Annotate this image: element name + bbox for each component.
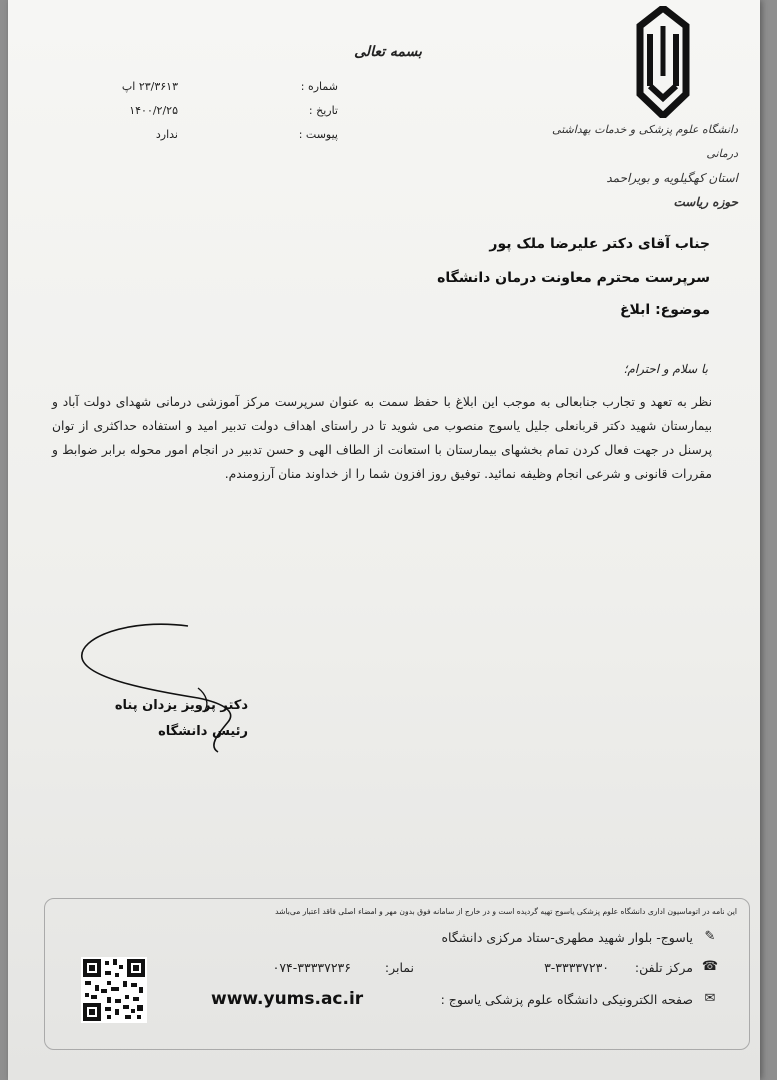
number-value: ۲۳/۳۶۱۳ اپ [121,80,178,93]
footer-note: این نامه در اتوماسیون اداری دانشگاه علوم پزشکی یاسوج تهیه گردیده است و در خارج از سامانه فوق بدون مهر و امضاء اصلی فاقد اعتبار می‌باشد [275,907,737,916]
recipient-title: سرپرست محترم معاونت درمان دانشگاه [437,270,710,286]
attachment-label: پیوست : [298,128,338,141]
signer-name: دکتر پرویز یزدان پناه [114,698,248,713]
envelope-icon: ✉ [704,991,716,1006]
phone-label: مرکز تلفن: [634,960,693,975]
phone-icon: ☎ [701,959,719,974]
university-logo [628,6,698,118]
footer-address: یاسوج- بلوار شهید مطهری-ستاد مرکزی دانشگاه [441,930,693,945]
date-label: تاریخ : [308,104,338,117]
basmala-heading: بسمه تعالی [354,44,422,60]
letter-footer [44,898,750,1050]
university-line-3: حوزه ریاست [673,195,738,209]
date-value: ۱۴۰۰/۲/۲۵ [129,104,178,117]
attachment-value: ندارد [155,128,178,141]
university-line-2: استان کهگیلویه و بویراحمد [606,171,738,185]
number-label: شماره : [300,80,338,93]
fax-label: نمابر: [384,960,414,975]
university-name [538,118,738,214]
qr-code [81,957,147,1023]
subject-line: موضوع: ابلاغ [619,302,710,318]
letter-page [8,0,760,1080]
website-link[interactable]: www.yums.ac.ir [211,989,364,1009]
greeting: با سلام و احترام؛ [623,362,708,376]
signer-title: رئیس دانشگاه [158,724,248,739]
phone-value: ۳-۳۳۳۳۷۲۳۰ [544,960,609,975]
fax-value: ۰۷۴-۳۳۳۳۷۲۳۶ [272,960,351,975]
pen-icon: ✎ [704,929,716,944]
letter-body: نظر به تعهد و تجارب جنابعالی به موجب این ابلاغ با حفظ سمت به عنوان سرپرست مرکز آموزشی درمانی شهدای دولت آباد و بیمارستان شهید دکتر قربانعلی جلیل یاسوج منصوب می شوید تا در راستای اهداف دولت تدبیر امید و استفاده حداکثری از توان پرسنل در جهت فعال کردن تمام بخشهای بیمارستان با استعانت از الطاف الهی و حسن تدبیر در انجام امور محوله برابر ضوابط و مقررات قانونی و شرعی انجام وظیفه نمائید. توفیق روز افزون شما را از خداوند منان آرزومندم. [52,395,712,481]
university-line-1: دانشگاه علوم پزشکی و خدمات بهداشتی درمانی [552,123,738,160]
recipient-name: جناب آقای دکتر علیرضا ملک پور [489,236,710,252]
web-label: صفحه الکترونیکی دانشگاه علوم پزشکی یاسوج : [440,992,693,1007]
